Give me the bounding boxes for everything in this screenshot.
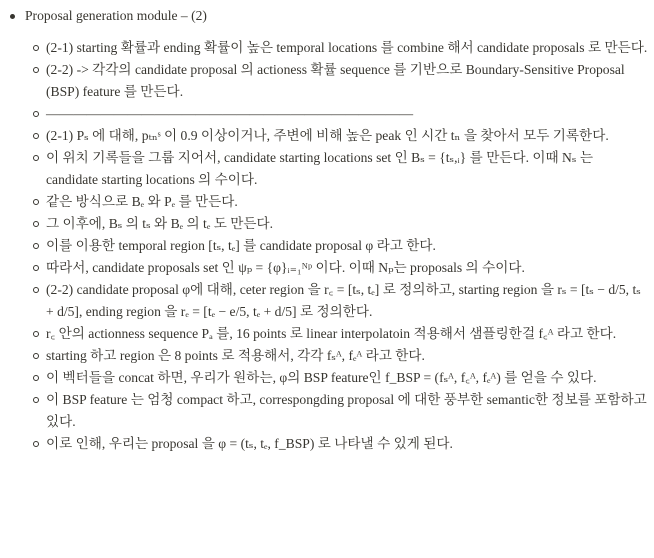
list-item-text: 따라서, candidate proposals set 인 ψₚ = {φ}ᵢ₌₁ᴺᵖ 이다. 이때 Nₚ는 proposals 의 수이다. <box>46 260 525 275</box>
list-item-text: 그 이후에, Bₛ 의 tₛ 와 Bₑ 의 tₑ 도 만든다. <box>46 216 274 231</box>
list-item <box>33 323 648 345</box>
sub-bullet-list <box>33 37 648 455</box>
filled-bullet-icon <box>10 14 15 19</box>
hollow-bullet-icon <box>33 441 39 447</box>
hollow-bullet-icon <box>33 353 39 359</box>
section-heading: Proposal generation module – (2) <box>25 8 207 23</box>
list-item-text: 이 벡터들을 concat 하면, 우리가 원하는, φ의 BSP feature인 f_BSP = (fₛᴬ, f꜀ᴬ, fₑᴬ) 를 얻을 수 있다. <box>46 370 597 385</box>
hollow-bullet-icon <box>33 265 39 271</box>
list-item-text: starting 하고 region 은 8 points 로 적용해서, 각각 fₛᴬ, fₑᴬ 라고 한다. <box>46 348 425 363</box>
list-item <box>33 257 648 279</box>
hollow-bullet-icon <box>33 111 39 117</box>
list-item <box>33 147 648 191</box>
list-item-text: 이 위치 기록들을 그룹 지어서, candidate starting locations set 인 Bₛ = {tₛ,ᵢ} 를 만든다. 이때 Nₛ 는 candidate starting locations 의 수이다. <box>46 150 593 187</box>
list-item <box>33 345 648 367</box>
hollow-bullet-icon <box>33 199 39 205</box>
list-item-text: 이 BSP feature 는 엄청 compact 하고, correspongding proposal 에 대한 풍부한 semantic한 정보를 포함하고 있다. <box>46 392 647 429</box>
list-item-text: (2-1) starting 확률과 ending 확률이 높은 temporal locations 를 combine 해서 candidate proposals 로 만든다. <box>46 40 648 55</box>
hollow-bullet-icon <box>33 221 39 227</box>
list-item <box>33 389 648 433</box>
hollow-bullet-icon <box>33 45 39 51</box>
list-item-text: 이로 인해, 우리는 proposal 을 φ = (tₛ, tₑ, f_BSP) 로 나타낼 수 있게 된다. <box>46 436 453 451</box>
list-item <box>33 213 648 235</box>
hollow-bullet-icon <box>33 397 39 403</box>
list-item-text: 같은 방식으로 Bₑ 와 Pₑ 를 만든다. <box>46 194 238 209</box>
list-item <box>33 125 648 147</box>
list-item <box>33 367 648 389</box>
list-item <box>33 235 648 257</box>
hollow-bullet-icon <box>33 67 39 73</box>
list-item-text: (2-2) candidate proposal φ에 대해, ceter region 을 r꜀ = [tₛ, tₑ] 로 정의하고, starting region 을 rₛ = [tₛ − d/5, tₛ + d/5], ending region 을 rₑ = [tₑ − e/5, tₑ + d/5] 로 정의한다. <box>46 282 641 319</box>
list-item <box>33 433 648 455</box>
list-item <box>33 279 648 323</box>
hollow-bullet-icon <box>33 243 39 249</box>
list-item-text: r꜀ 안의 actionness sequence Pₐ 를, 16 points 로 linear interpolatoin 적용해서 샘플링한걸 f꜀ᴬ 라고 한다. <box>46 326 617 341</box>
list-item <box>33 59 648 103</box>
hollow-bullet-icon <box>33 133 39 139</box>
list-item-text: (2-2) -> 각각의 candidate proposal 의 actioness 확률 sequence 를 기반으로 Boundary-Sensitive Proposal (BSP) feature 를 만든다. <box>46 62 625 99</box>
list-item-text: 이를 이용한 temporal region [tₛ, tₑ] 를 candidate proposal φ 라고 한다. <box>46 238 436 253</box>
divider-text: ——————————————————————————— <box>46 106 414 121</box>
hollow-bullet-icon <box>33 155 39 161</box>
hollow-bullet-icon <box>33 331 39 337</box>
list-item <box>33 37 648 59</box>
hollow-bullet-icon <box>33 287 39 293</box>
list-item <box>33 103 648 125</box>
list-item-text: (2-1) Pₛ 에 대해, pₜₙˢ 이 0.9 이상이거나, 주변에 비해 높은 peak 인 시간 tₙ 을 찾아서 모두 기록한다. <box>46 128 609 143</box>
hollow-bullet-icon <box>33 375 39 381</box>
list-item <box>33 191 648 213</box>
